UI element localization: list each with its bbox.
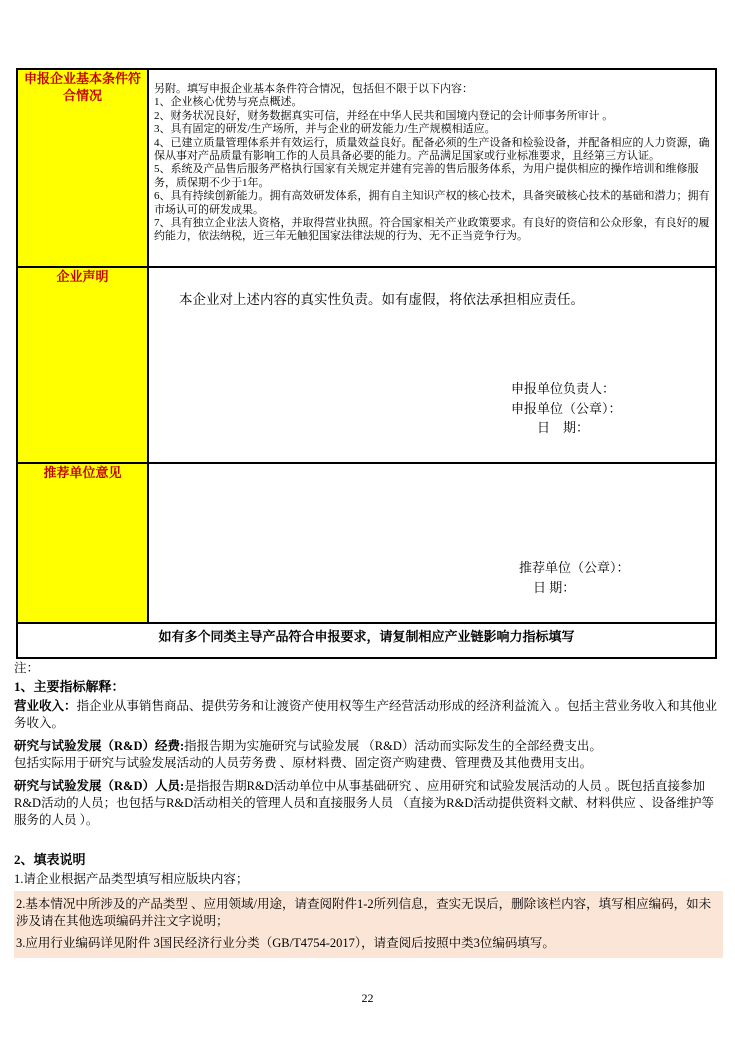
condition-item: 5、系统及产品售后服务严格执行国家有关规定并建有完善的售后服务体系，为用户提供相应的操作培训和维修服务，质保期不少于1年。: [154, 163, 699, 189]
row-declaration: [17, 267, 716, 463]
indicator-rd-personnel: [14, 778, 723, 829]
condition-item: 7、具有独立企业法人资格，并取得营业执照。符合国家相关产业政策要求。有良好的资信和公众形象，有良好的履约能力，依法纳税，近三年无触犯国家法律法规的行为、无不正当竞争行为。: [154, 217, 710, 243]
highlighted-fill-notes: [14, 891, 723, 958]
basic-conditions-content-cell: [148, 69, 716, 267]
indicator-rd-expense-text2: 包括实际用于研究与试验发展活动的人员劳务费 、原材料费、固定资产购建费、管理费及其他费用支出。: [14, 756, 593, 770]
indicator-rd-expense-term: 研究与试验发展（R&D）经费:: [14, 739, 185, 753]
applicant-responsible-line: 申报单位负责人：: [511, 381, 616, 396]
row-basic-conditions: [17, 69, 716, 267]
condition-item: 1、企业核心优势与亮点概述。: [154, 96, 303, 109]
row-recommendation: [17, 463, 716, 623]
recommendation-content-cell: [148, 463, 716, 623]
basic-conditions-label: 申报企业基本条件符合情况: [23, 71, 141, 103]
indicator-revenue: [14, 698, 723, 732]
recommendation-label: 推荐单位意见: [43, 465, 122, 480]
indicator-rd-expense-text: 指报告期为实施研究与试验发展 （R&D）活动而实际发生的全部经费支出。: [184, 739, 602, 753]
condition-item: 2、财务状况良好，财务数据真实可信，并经在中华人民共和国境内登记的会计师事务所审计 。: [154, 109, 614, 122]
fill-note-2: 2.基本情况中所涉及的产品类型 、应用领域/用途，请查阅附件1-2所列信息，查实无误后，删除该栏内容，填写相应编码，如未涉及请在其他选项编码并注文字说明；: [16, 897, 712, 928]
applicant-seal-line: 申报单位（公章）：: [511, 400, 622, 416]
recommendation-label-cell: [17, 463, 148, 623]
fill-note-1: 1.请企业根据产品类型填写相应版块内容；: [14, 872, 249, 886]
section1-title: 1、主要指标解释：: [14, 679, 125, 694]
conditions-intro: 另附。填写申报企业基本条件符合情况，包括但不限于以下内容：: [154, 83, 473, 95]
condition-item: 4、已建立质量管理体系并有效运行，质量效益良好。配备必须的生产设备和检验设备，并配备相应的人力资源，确保从事对产品质量有影响工作的人员具备必要的能力。产品满足国家或行业标准要求，且经第三方认证。: [154, 136, 710, 163]
indicator-rd-personnel-text: 是指报告期R&D活动单位中从事基础研究 、应用研究和试验发展活动的人员 。既包括直接参加R&D活动的人员；也包括与R&D活动相关的管理人员和直接服务人员 （直接为R&D活动提供资料文献、材料供应 、设备维护等服务的人员 ）。: [14, 779, 715, 827]
applicant-date-line: 日 期：: [537, 420, 590, 435]
page-number: 22: [361, 991, 374, 1005]
notes-prefix: 注：: [14, 661, 40, 675]
recommend-date-line: 日 期：: [533, 579, 576, 595]
declaration-label-cell: [17, 267, 148, 463]
basic-conditions-label-cell: [17, 69, 148, 267]
footer-note-text: 如有多个同类主导产品符合申报要求，请复制相应产业链影响力指标填写: [158, 629, 575, 644]
declaration-statement: 本企业对上述内容的真实性负责。如有虚假，将依法承担相应责任。: [179, 292, 584, 307]
indicator-rd-expense: [14, 738, 723, 772]
indicator-revenue-text: 指企业从事销售商品、提供劳务和让渡资产使用权等生产经营活动形成的经济利益流入 。包括主营业务收入和其他业务收入。: [14, 699, 718, 730]
declaration-content-cell: [148, 267, 716, 463]
fill-note-3: 3.应用行业编码详见附件 3国民经济行业分类（GB/T4754-2017），请查阅后按照中类3位编码填写。: [16, 936, 555, 950]
indicator-revenue-term: 营业收入：: [14, 699, 77, 713]
recommend-seal-line: 推荐单位（公章）：: [519, 560, 630, 575]
condition-item: 6、具有持续创新能力。拥有高效研发体系，拥有自主知识产权的核心技术，具备突破核心技术的基础和潜力；拥有市场认可的研发成果。: [154, 190, 710, 216]
notes-section: [14, 660, 723, 958]
applicant-signature-block: [511, 379, 715, 438]
condition-item: 3、具有固定的研发/生产场所，并与企业的研发能力/生产规模相适应。: [154, 123, 496, 136]
footer-note-cell: [17, 623, 716, 658]
section2-title: 2、填表说明: [14, 852, 86, 867]
application-form-table: [16, 68, 717, 659]
row-footer-note: [17, 623, 716, 658]
indicator-rd-personnel-term: 研究与试验发展（R&D）人员:: [14, 779, 185, 793]
declaration-label: 企业声明: [56, 269, 109, 284]
recommendation-signature-block: [519, 558, 715, 597]
